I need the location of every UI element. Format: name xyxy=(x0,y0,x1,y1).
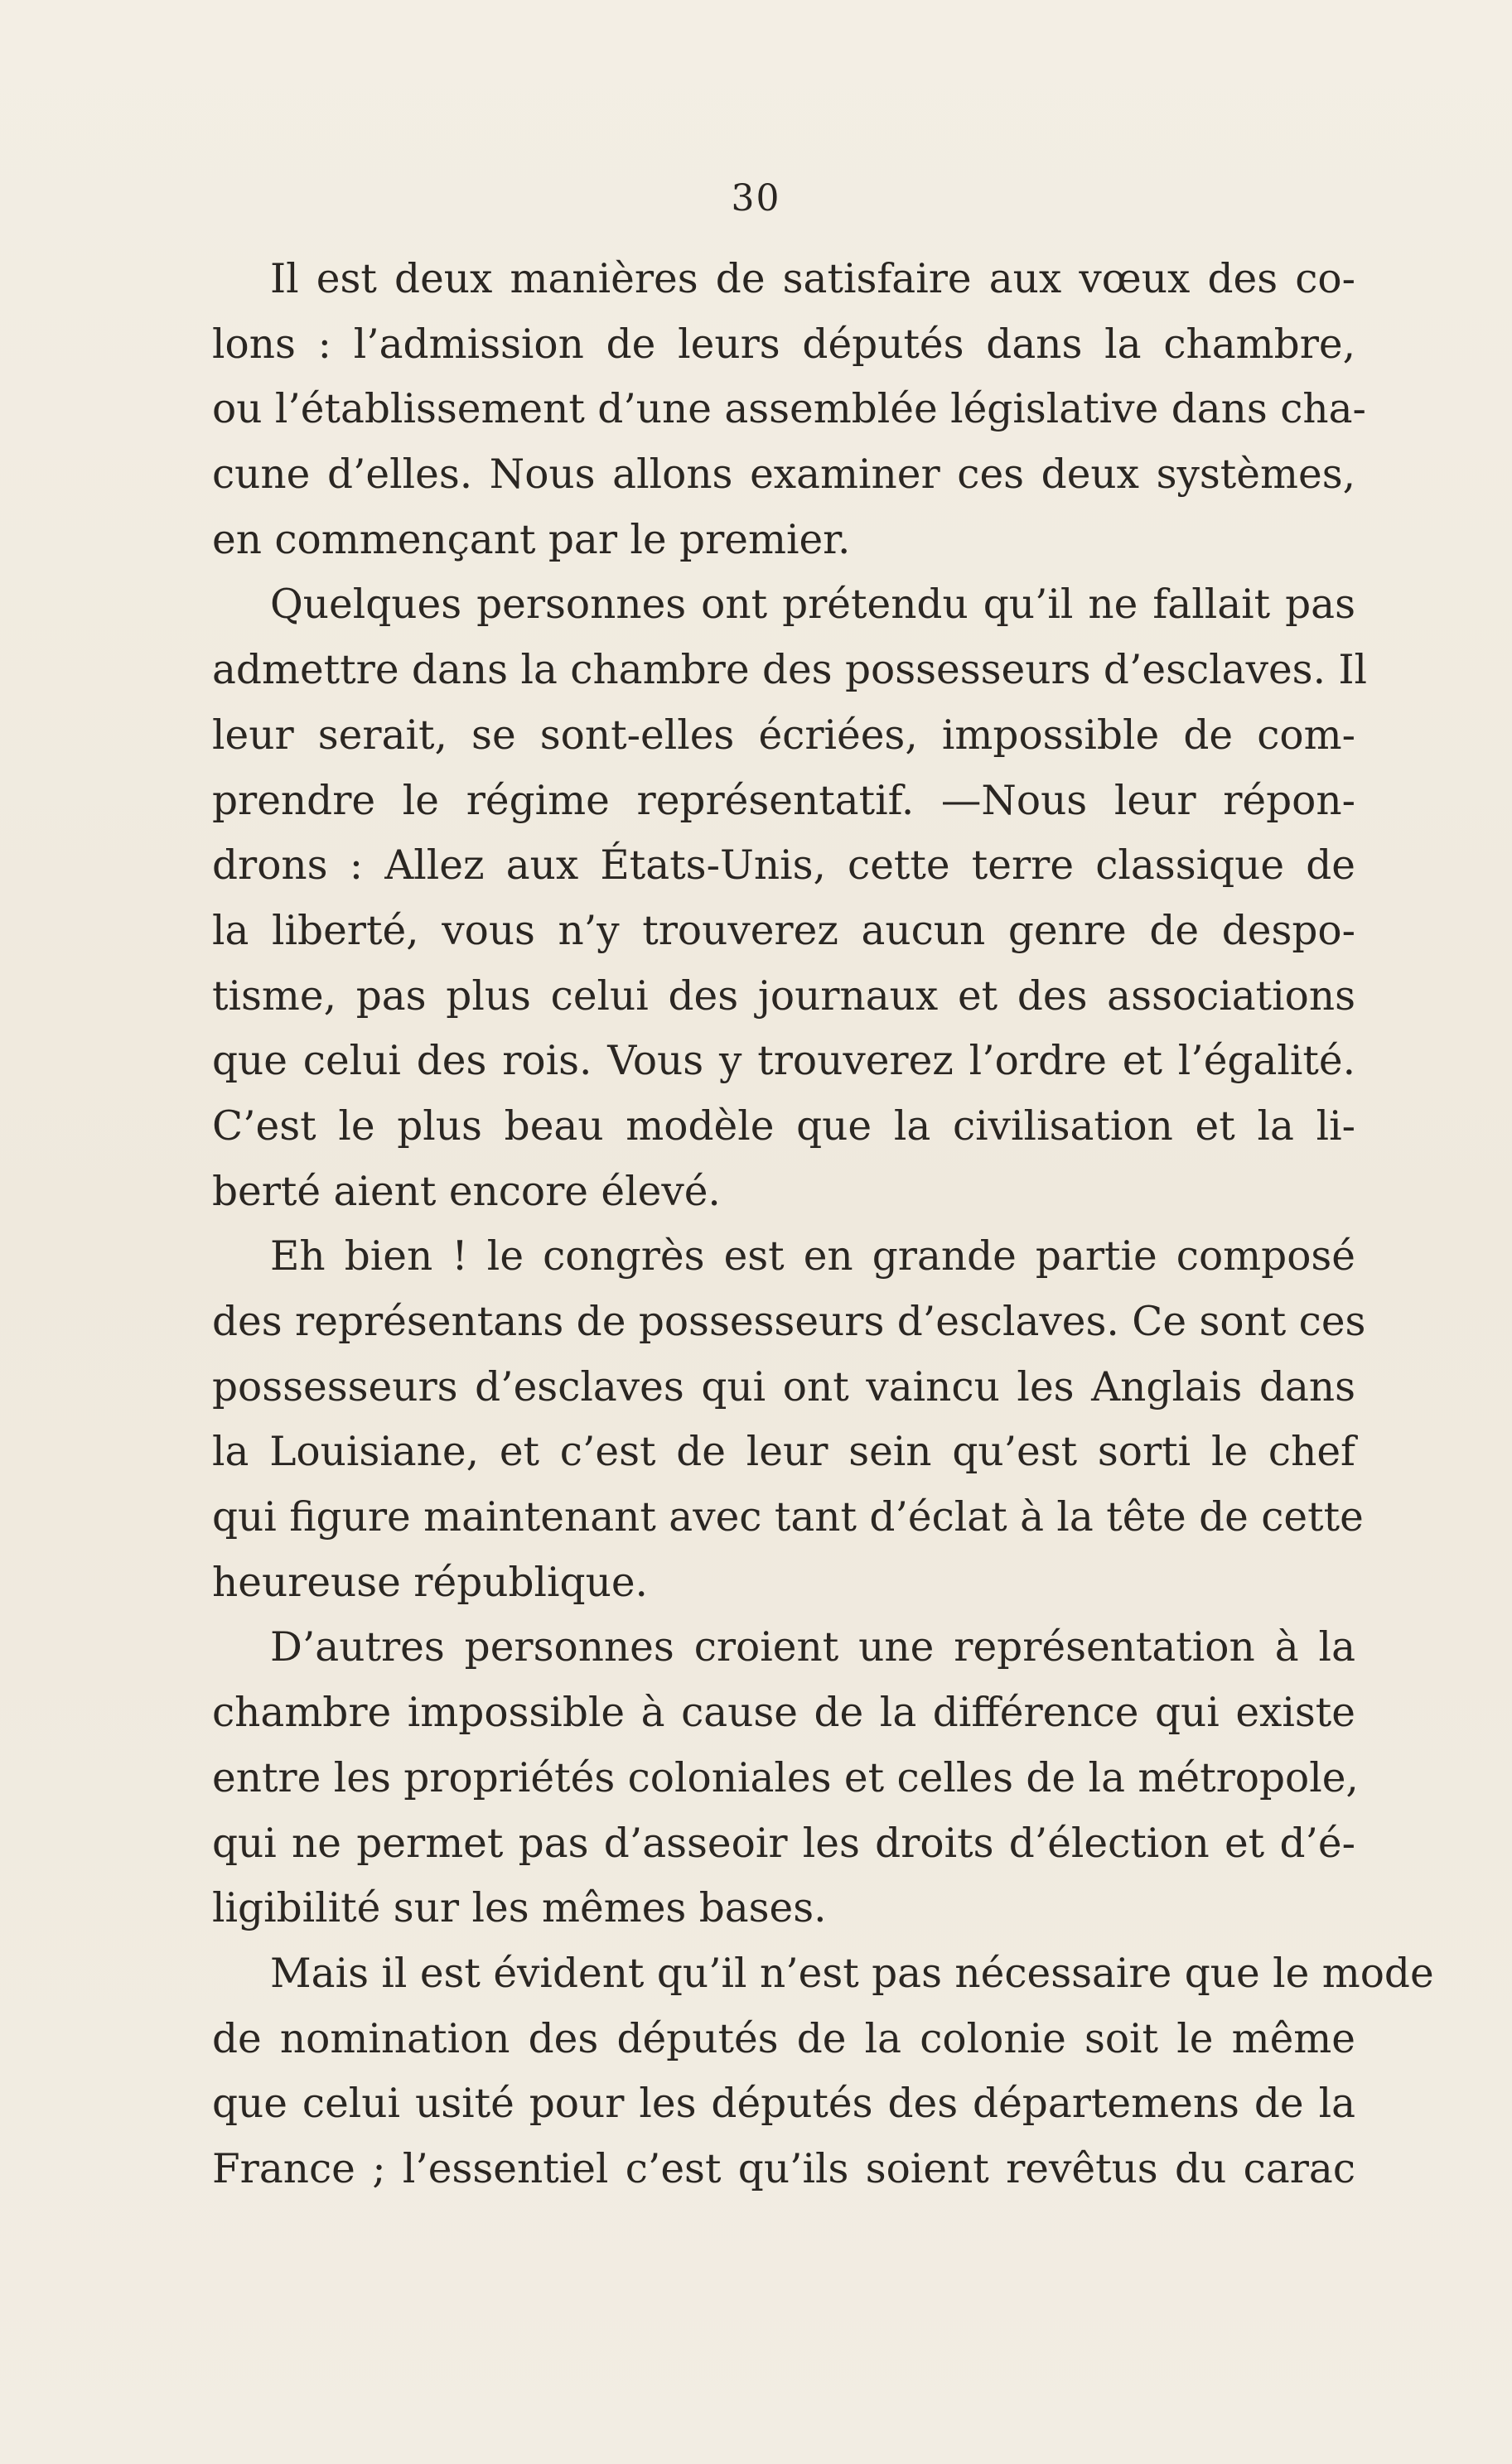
text-line: heureuse république. xyxy=(212,1559,648,1606)
text-line: chambre impossible à cause de la différence qui existe xyxy=(212,1690,1355,1737)
text-line: France ; l’essentiel c’est qu’ils soient revêtus du carac xyxy=(212,2145,1355,2192)
text-line: la liberté, vous n’y trouverez aucun genre de despo- xyxy=(212,907,1355,954)
text-line: leur serait, se sont-elles écriées, impossible de com- xyxy=(212,711,1355,759)
text-line: cune d’elles. Nous allons examiner ces deux systèmes, xyxy=(212,451,1355,499)
page-number: 30 xyxy=(731,177,781,219)
text-line: qui figure maintenant avec tant d’éclat à la tête de cette xyxy=(212,1494,1364,1541)
text-line: Quelques personnes ont prétendu qu’il ne fallait pas xyxy=(270,581,1355,629)
text-line: prendre le régime représentatif. —Nous leur répon- xyxy=(212,777,1355,824)
text-line: la Louisiane, et c’est de leur sein qu’est sorti le chef xyxy=(212,1429,1355,1476)
text-line: que celui des rois. Vous y trouverez l’ordre et l’égalité. xyxy=(212,1038,1355,1085)
text-line: qui ne permet pas d’asseoir les droits d’élection et d’é- xyxy=(212,1820,1355,1867)
body-text xyxy=(212,247,1434,2202)
text-line: C’est le plus beau modèle que la civilisation et la li- xyxy=(212,1102,1355,1150)
text-line: admettre dans la chambre des possesseurs d’esclaves. Il xyxy=(212,647,1368,694)
text-line: Mais il est évident qu’il n’est pas nécessaire que le mode xyxy=(270,1950,1434,1997)
text-line: ligibilité sur les mêmes bases. xyxy=(212,1885,827,1932)
text-line: des représentans de possesseurs d’esclaves. Ce sont ces xyxy=(212,1299,1366,1345)
text-line: Il est deux manières de satisfaire aux vœux des co- xyxy=(270,256,1355,302)
text-line: possesseurs d’esclaves qui ont vaincu les Anglais dans xyxy=(212,1363,1355,1410)
text-line: drons : Allez aux États-Unis, cette terre classique de xyxy=(212,842,1355,890)
text-line: berté aient encore élevé. xyxy=(212,1168,721,1215)
text-line: D’autres personnes croient une représentation à la xyxy=(270,1624,1355,1671)
text-line: Eh bien ! le congrès est en grande partie composé xyxy=(270,1233,1355,1280)
text-line: que celui usité pour les députés des départemens de la xyxy=(212,2081,1355,2128)
text-line: de nomination des députés de la colonie soit le même xyxy=(212,2015,1355,2062)
text-line: entre les propriétés coloniales et celles de la métropole, xyxy=(212,1754,1359,1801)
text-line: tisme, pas plus celui des journaux et des associations xyxy=(212,972,1355,1020)
text-line: ou l’établissement d’une assemblée législative dans cha- xyxy=(212,386,1366,433)
text-line: en commençant par le premier. xyxy=(212,516,851,563)
text-line: lons : l’admission de leurs députés dans la chambre, xyxy=(212,321,1355,368)
